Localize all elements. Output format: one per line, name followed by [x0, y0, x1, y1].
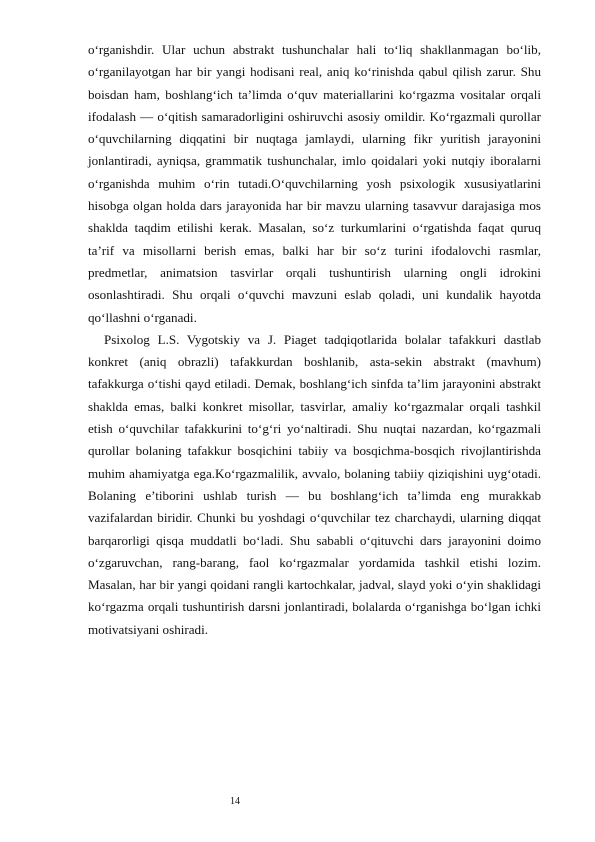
body-paragraph-1: o‘rganishdir. Ular uchun abstrakt tushunchalar hali to‘liq shakllanmagan bo‘lib, o‘rganilayotgan har bir yangi hodisani real, aniq ko‘rinishda qabul qilish zarur. Shu boisdan ham, boshlang‘ich ta’limda o‘quv materiallarini ko‘rgazma vositalar orqali ifodalash — o‘qitish samaradorligini oshiruvchi asosiy omildir. Ko‘rgazmali qurollar o‘quvchilarning diqqatini bir nuqtaga jamlaydi, ularning fikr yuritish jarayonini jonlantiradi, ayniqsa, grammatik tushunchalar, imlo qoidalari yoki nutqiy iboralarni o‘rganishda muhim o‘rin tutadi.O‘quvchilarning yosh psixologik xususiyatlarini hisobga olgan holda dars jarayonida har bir mavzu ularning tasavvur darajasiga mos shaklda taqdim etilishi kerak. Masalan, so‘z turkumlarini o‘rgatishda faqat quruq ta’rif va misollarni berish emas, balki har bir so‘z turini ifodalovchi rasmlar, predmetlar, animatsion tasvirlar orqali tushuntirish ularning ongli idrokini osonlashtiradi. Shu orqali o‘quvchi mavzuni eslab qoladi, uni kundalik hayotda qo‘llashni o‘rganadi.	[88, 42, 541, 325]
document-page	[88, 39, 541, 641]
body-paragraph-2: Psixolog L.S. Vygotskiy va J. Piaget tadqiqotlarida bolalar tafakkuri dastlab konkret (aniq obrazli) tafakkurdan boshlanib, asta-sekin abstrakt (mavhum) tafakkurga o‘tishi qayd etiladi. Demak, boshlang‘ich sinfda ta’lim jarayonini abstrakt shaklda emas, balki konkret misollar, tasvirlar, amaliy ko‘rgazmalar orqali tashkil etish o‘quvchilar tafakkurini to‘g‘ri yo‘naltiradi. Shu nuqtai nazardan, ko‘rgazmali qurollar bolaning tafakkur bosqichini tabiiy va bosqichma-bosqich rivojlantirishda muhim ahamiyatga ega.Ko‘rgazmalilik, avvalo, bolaning tabiiy qiziqishini uyg‘otadi. Bolaning e’tiborini ushlab turish — bu boshlang‘ich ta’limda eng murakkab vazifalardan biridir. Chunki bu yoshdagi o‘quvchilar tez charchaydi, ularning diqqat barqarorligi qisqa muddatli bo‘ladi. Shu sababli o‘qituvchi dars jarayonini doimo o‘zgaruvchan, rang-barang, faol ko‘rgazmalar yordamida tashkil etishi lozim. Masalan, har bir yangi qoidani rangli kartochkalar, jadval, slayd yoki o‘yin shaklidagi ko‘rgazma orqali tushuntirish darsni jonlantiradi, bolalarda o‘rganishga bo‘lgan ichki motivatsiyani oshiradi.	[88, 331, 541, 637]
page-number: 14	[230, 796, 240, 807]
